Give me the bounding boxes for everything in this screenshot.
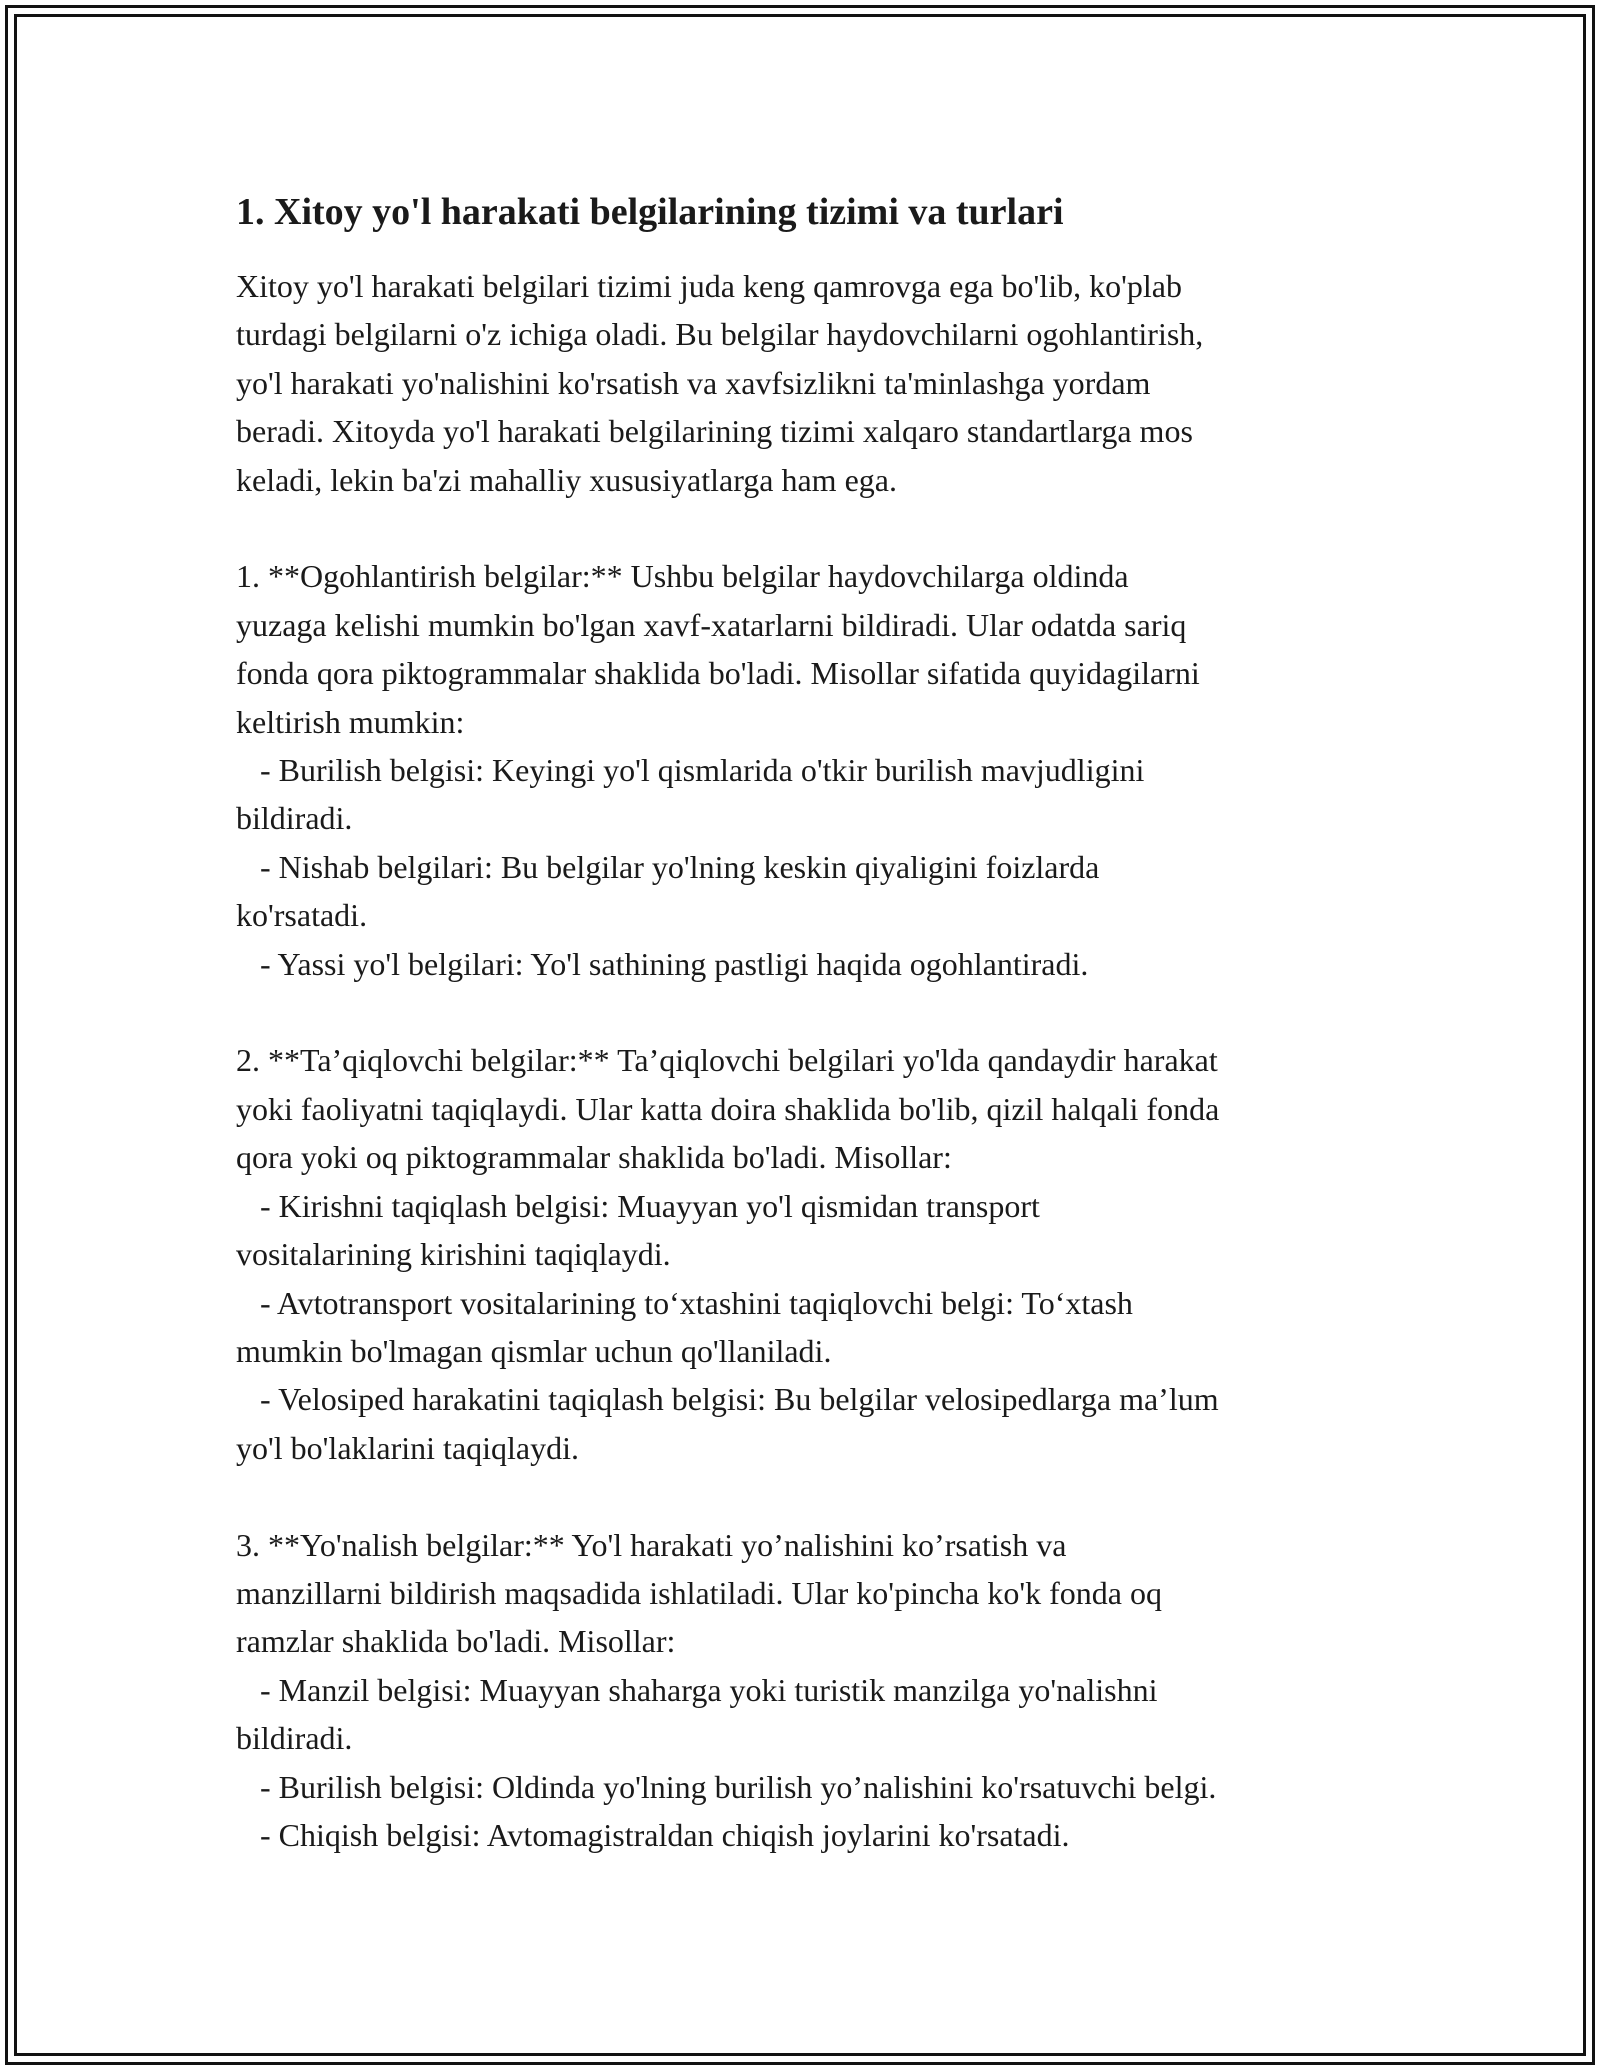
- sub-list-item: - Manzil belgisi: Muayyan shaharga yoki turistik manzilga yo'nalishni: [236, 1671, 1158, 1708]
- sub-list-item: - Chiqish belgisi: Avtomagistraldan chiqish joylarini ko'rsatadi.: [236, 1816, 1070, 1853]
- text-line: ko'rsatadi.: [236, 897, 368, 934]
- list-item-heading: 2. **Ta’qiqlovchi belgilar:** Ta’qiqlovchi belgilari yo'lda qandaydir harakat: [236, 1042, 1218, 1079]
- list-item-heading: 3. **Yo'nalish belgilar:** Yo'l harakati yo’nalishini ko’rsatish va: [236, 1526, 1067, 1563]
- text-line: yoki faoliyatni taqiqlaydi. Ular katta doira shaklida bo'lib, qizil halqali fonda: [236, 1090, 1220, 1127]
- sub-list-item: - Velosiped harakatini taqiqlash belgisi: Bu belgilar velosipedlarga ma’lum: [236, 1381, 1219, 1418]
- paragraph-gap: [236, 988, 1396, 1036]
- text-line: keladi, lekin ba'zi mahalliy xususiyatlarga ham ega.: [236, 461, 897, 498]
- text-line: mumkin bo'lmagan qismlar uchun qo'llaniladi.: [236, 1332, 832, 1369]
- warning-signs-section: [236, 552, 1396, 988]
- text-line: yuzaga kelishi mumkin bo'lgan xavf-xatarlarni bildiradi. Ular odatda sariq: [236, 606, 1187, 643]
- sub-list-item: - Kirishni taqiqlash belgisi: Muayyan yo'l qismidan transport: [236, 1187, 1040, 1224]
- sub-list-item: - Burilish belgisi: Oldinda yo'lning burilish yo’nalishini ko'rsatuvchi belgi.: [236, 1768, 1217, 1805]
- document-body: [236, 188, 1396, 1859]
- list-item-heading: 1. **Ogohlantirish belgilar:** Ushbu belgilar haydovchilarga oldinda: [236, 558, 1129, 595]
- prohibitory-signs-section: [236, 1036, 1396, 1472]
- text-line: qora yoki oq piktogrammalar shaklida bo'ladi. Misollar:: [236, 1139, 952, 1176]
- text-line: fonda qora piktogrammalar shaklida bo'ladi. Misollar sifatida quyidagilarni: [236, 655, 1200, 692]
- sub-list-item: - Burilish belgisi: Keyingi yo'l qismlarida o'tkir burilish mavjudligini: [236, 752, 1145, 789]
- text-line: bildiradi.: [236, 1720, 353, 1757]
- paragraph-gap: [236, 504, 1396, 552]
- section-heading: 1. Xitoy yo'l harakati belgilarining tizimi va turlari: [236, 191, 1064, 233]
- sub-list-item: - Nishab belgilari: Bu belgilar yo'lning keskin qiyaligini foizlarda: [236, 848, 1100, 885]
- text-line: turdagi belgilarni o'z ichiga oladi. Bu belgilar haydovchilarni ogohlantirish,: [236, 316, 1204, 353]
- text-line: yo'l bo'laklarini taqiqlaydi.: [236, 1429, 580, 1466]
- sub-list-item: - Avtotransport vositalarining to‘xtashini taqiqlovchi belgi: To‘xtash: [236, 1284, 1133, 1321]
- intro-paragraph: [236, 262, 1396, 504]
- text-line: vositalarining kirishini taqiqlaydi.: [236, 1236, 671, 1273]
- text-line: manzillarni bildirish maqsadida ishlatiladi. Ular ko'pincha ko'k fonda oq: [236, 1574, 1162, 1611]
- text-line: bildiradi.: [236, 800, 353, 837]
- direction-signs-section: [236, 1521, 1396, 1860]
- text-line: keltirish mumkin:: [236, 703, 465, 740]
- paragraph-gap: [236, 1472, 1396, 1520]
- sub-list-item: - Yassi yo'l belgilari: Yo'l sathining pastligi haqida ogohlantiradi.: [236, 945, 1089, 982]
- text-line: Xitoy yo'l harakati belgilari tizimi juda keng qamrovga ega bo'lib, ko'plab: [236, 268, 1182, 304]
- text-line: yo'l harakati yo'nalishini ko'rsatish va xavfsizlikni ta'minlashga yordam: [236, 364, 1151, 401]
- text-line: beradi. Xitoyda yo'l harakati belgilarining tizimi xalqaro standartlarga mos: [236, 413, 1193, 450]
- text-line: ramzlar shaklida bo'ladi. Misollar:: [236, 1623, 676, 1660]
